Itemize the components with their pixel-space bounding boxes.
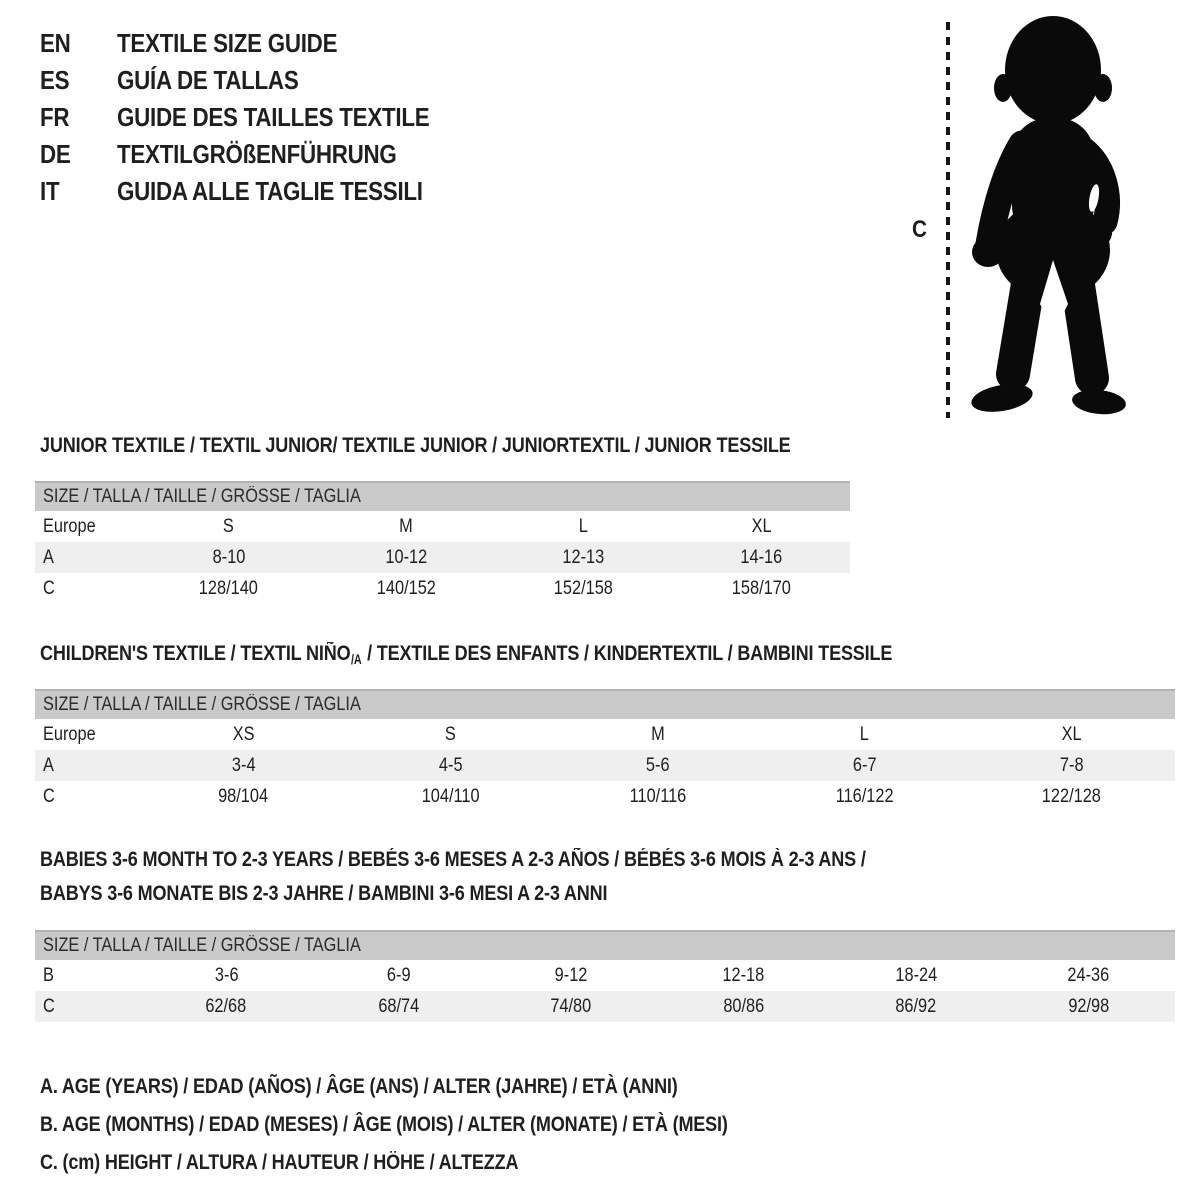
row-label: C xyxy=(43,577,55,599)
lang-code: FR xyxy=(40,102,70,132)
age-cell: 6-7 xyxy=(852,754,877,776)
height-measure-dashed-line xyxy=(946,22,950,418)
table-row xyxy=(35,573,850,604)
age-cell: 6-9 xyxy=(386,964,411,986)
height-cell: 74/80 xyxy=(550,995,592,1017)
lang-title: GUIDE DES TAILLES TEXTILE xyxy=(117,102,430,132)
language-title-block xyxy=(40,25,480,210)
height-measure-label: C xyxy=(912,216,927,243)
size-cell: XS xyxy=(232,723,255,745)
age-cell: 3-4 xyxy=(231,754,256,776)
age-cell: 8-10 xyxy=(212,546,246,568)
lang-code: ES xyxy=(40,65,70,95)
table-row xyxy=(35,542,850,573)
height-cell: 62/68 xyxy=(205,995,247,1017)
table-header-bar: SIZE / TALLA / TAILLE / GRÖSSE / TAGLIA xyxy=(35,689,1175,719)
size-cell: M xyxy=(399,515,414,537)
lang-title: GUÍA DE TALLAS xyxy=(117,65,299,95)
age-cell: 12-18 xyxy=(722,964,765,986)
height-cell: 140/152 xyxy=(376,577,436,599)
babies-section-heading-line2: BABYS 3-6 MONATE BIS 2-3 JAHRE / BAMBINI 3-6 MESI A 2-3 ANNI xyxy=(40,882,608,905)
height-cell: 110/116 xyxy=(629,785,686,807)
lang-title: TEXTILE SIZE GUIDE xyxy=(117,28,338,58)
size-cell: L xyxy=(579,515,589,537)
table-header-bar: SIZE / TALLA / TAILLE / GRÖSSE / TAGLIA xyxy=(35,930,1175,960)
height-cell: 104/110 xyxy=(421,785,480,807)
children-size-table xyxy=(35,689,1175,812)
legend-block xyxy=(40,1068,840,1182)
lang-title: TEXTILGRÖßENFÜHRUNG xyxy=(117,139,397,169)
row-label: B xyxy=(43,964,54,986)
row-label: C xyxy=(43,785,55,807)
lang-row-it xyxy=(40,173,480,210)
lang-title: GUIDA ALLE TAGLIE TESSILI xyxy=(117,176,423,206)
row-label: Europe xyxy=(43,515,96,537)
height-cell: 116/122 xyxy=(835,785,894,807)
table-row xyxy=(35,960,1175,991)
lang-row-de xyxy=(40,136,480,173)
height-cell: 152/158 xyxy=(554,577,614,599)
size-cell: S xyxy=(445,723,456,745)
lang-row-fr xyxy=(40,99,480,136)
babies-size-table xyxy=(35,930,1175,1022)
table-row xyxy=(35,719,1175,750)
legend-line-c: C. (cm) HEIGHT / ALTURA / HAUTEUR / HÖHE / ALTEZZA xyxy=(40,1151,519,1174)
size-cell: M xyxy=(650,723,665,745)
table-row xyxy=(35,781,1175,812)
height-cell: 128/140 xyxy=(199,577,259,599)
nino-a-subscript: /A xyxy=(351,651,362,667)
table-row xyxy=(35,750,1175,781)
children-section-heading: CHILDREN'S TEXTILE / TEXTIL NIÑO/A / TEXTILE DES ENFANTS / KINDERTEXTIL / BAMBINI TESSILE xyxy=(40,642,893,667)
table-header-bar: SIZE / TALLA / TAILLE / GRÖSSE / TAGLIA xyxy=(35,481,850,511)
junior-size-table xyxy=(35,481,850,604)
size-cell: XL xyxy=(1061,723,1082,745)
age-cell: 5-6 xyxy=(645,754,670,776)
row-label: C xyxy=(43,995,55,1017)
age-cell: 18-24 xyxy=(895,964,938,986)
age-cell: 9-12 xyxy=(554,964,588,986)
legend-line-b: B. AGE (MONTHS) / EDAD (MESES) / ÂGE (MOIS) / ALTER (MONATE) / ETÀ (MESI) xyxy=(40,1113,728,1136)
size-cell: S xyxy=(223,515,235,537)
lang-code: DE xyxy=(40,139,71,169)
age-cell: 4-5 xyxy=(438,754,463,776)
age-cell: 3-6 xyxy=(214,964,239,986)
row-label: A xyxy=(43,546,54,568)
age-cell: 14-16 xyxy=(740,546,783,568)
lang-code: IT xyxy=(40,176,60,206)
age-cell: 24-36 xyxy=(1067,964,1110,986)
row-label: Europe xyxy=(43,723,96,745)
height-cell: 68/74 xyxy=(378,995,420,1017)
height-cell: 98/104 xyxy=(218,785,269,807)
height-cell: 92/98 xyxy=(1068,995,1110,1017)
lang-row-es xyxy=(40,62,480,99)
table-row xyxy=(35,511,850,542)
table-row xyxy=(35,991,1175,1022)
baby-silhouette xyxy=(958,12,1146,420)
age-cell: 7-8 xyxy=(1059,754,1084,776)
height-cell: 86/92 xyxy=(895,995,937,1017)
junior-section-heading: JUNIOR TEXTILE / TEXTIL JUNIOR/ TEXTILE JUNIOR / JUNIORTEXTIL / JUNIOR TESSILE xyxy=(40,434,791,457)
lang-code: EN xyxy=(40,28,71,58)
height-cell: 158/170 xyxy=(731,577,791,599)
height-cell: 122/128 xyxy=(1041,785,1102,807)
height-cell: 80/86 xyxy=(723,995,765,1017)
babies-section-heading-line1: BABIES 3-6 MONTH TO 2-3 YEARS / BEBÉS 3-6 MESES A 2-3 AÑOS / BÉBÉS 3-6 MOIS À 2-3 ANS / xyxy=(40,848,866,871)
size-cell: XL xyxy=(751,515,772,537)
row-label: A xyxy=(43,754,54,776)
age-cell: 12-13 xyxy=(562,546,605,568)
age-cell: 10-12 xyxy=(385,546,428,568)
lang-row-en xyxy=(40,25,480,62)
legend-line-a: A. AGE (YEARS) / EDAD (AÑOS) / ÂGE (ANS) / ALTER (JAHRE) / ETÀ (ANNI) xyxy=(40,1075,678,1098)
size-cell: L xyxy=(859,723,870,745)
